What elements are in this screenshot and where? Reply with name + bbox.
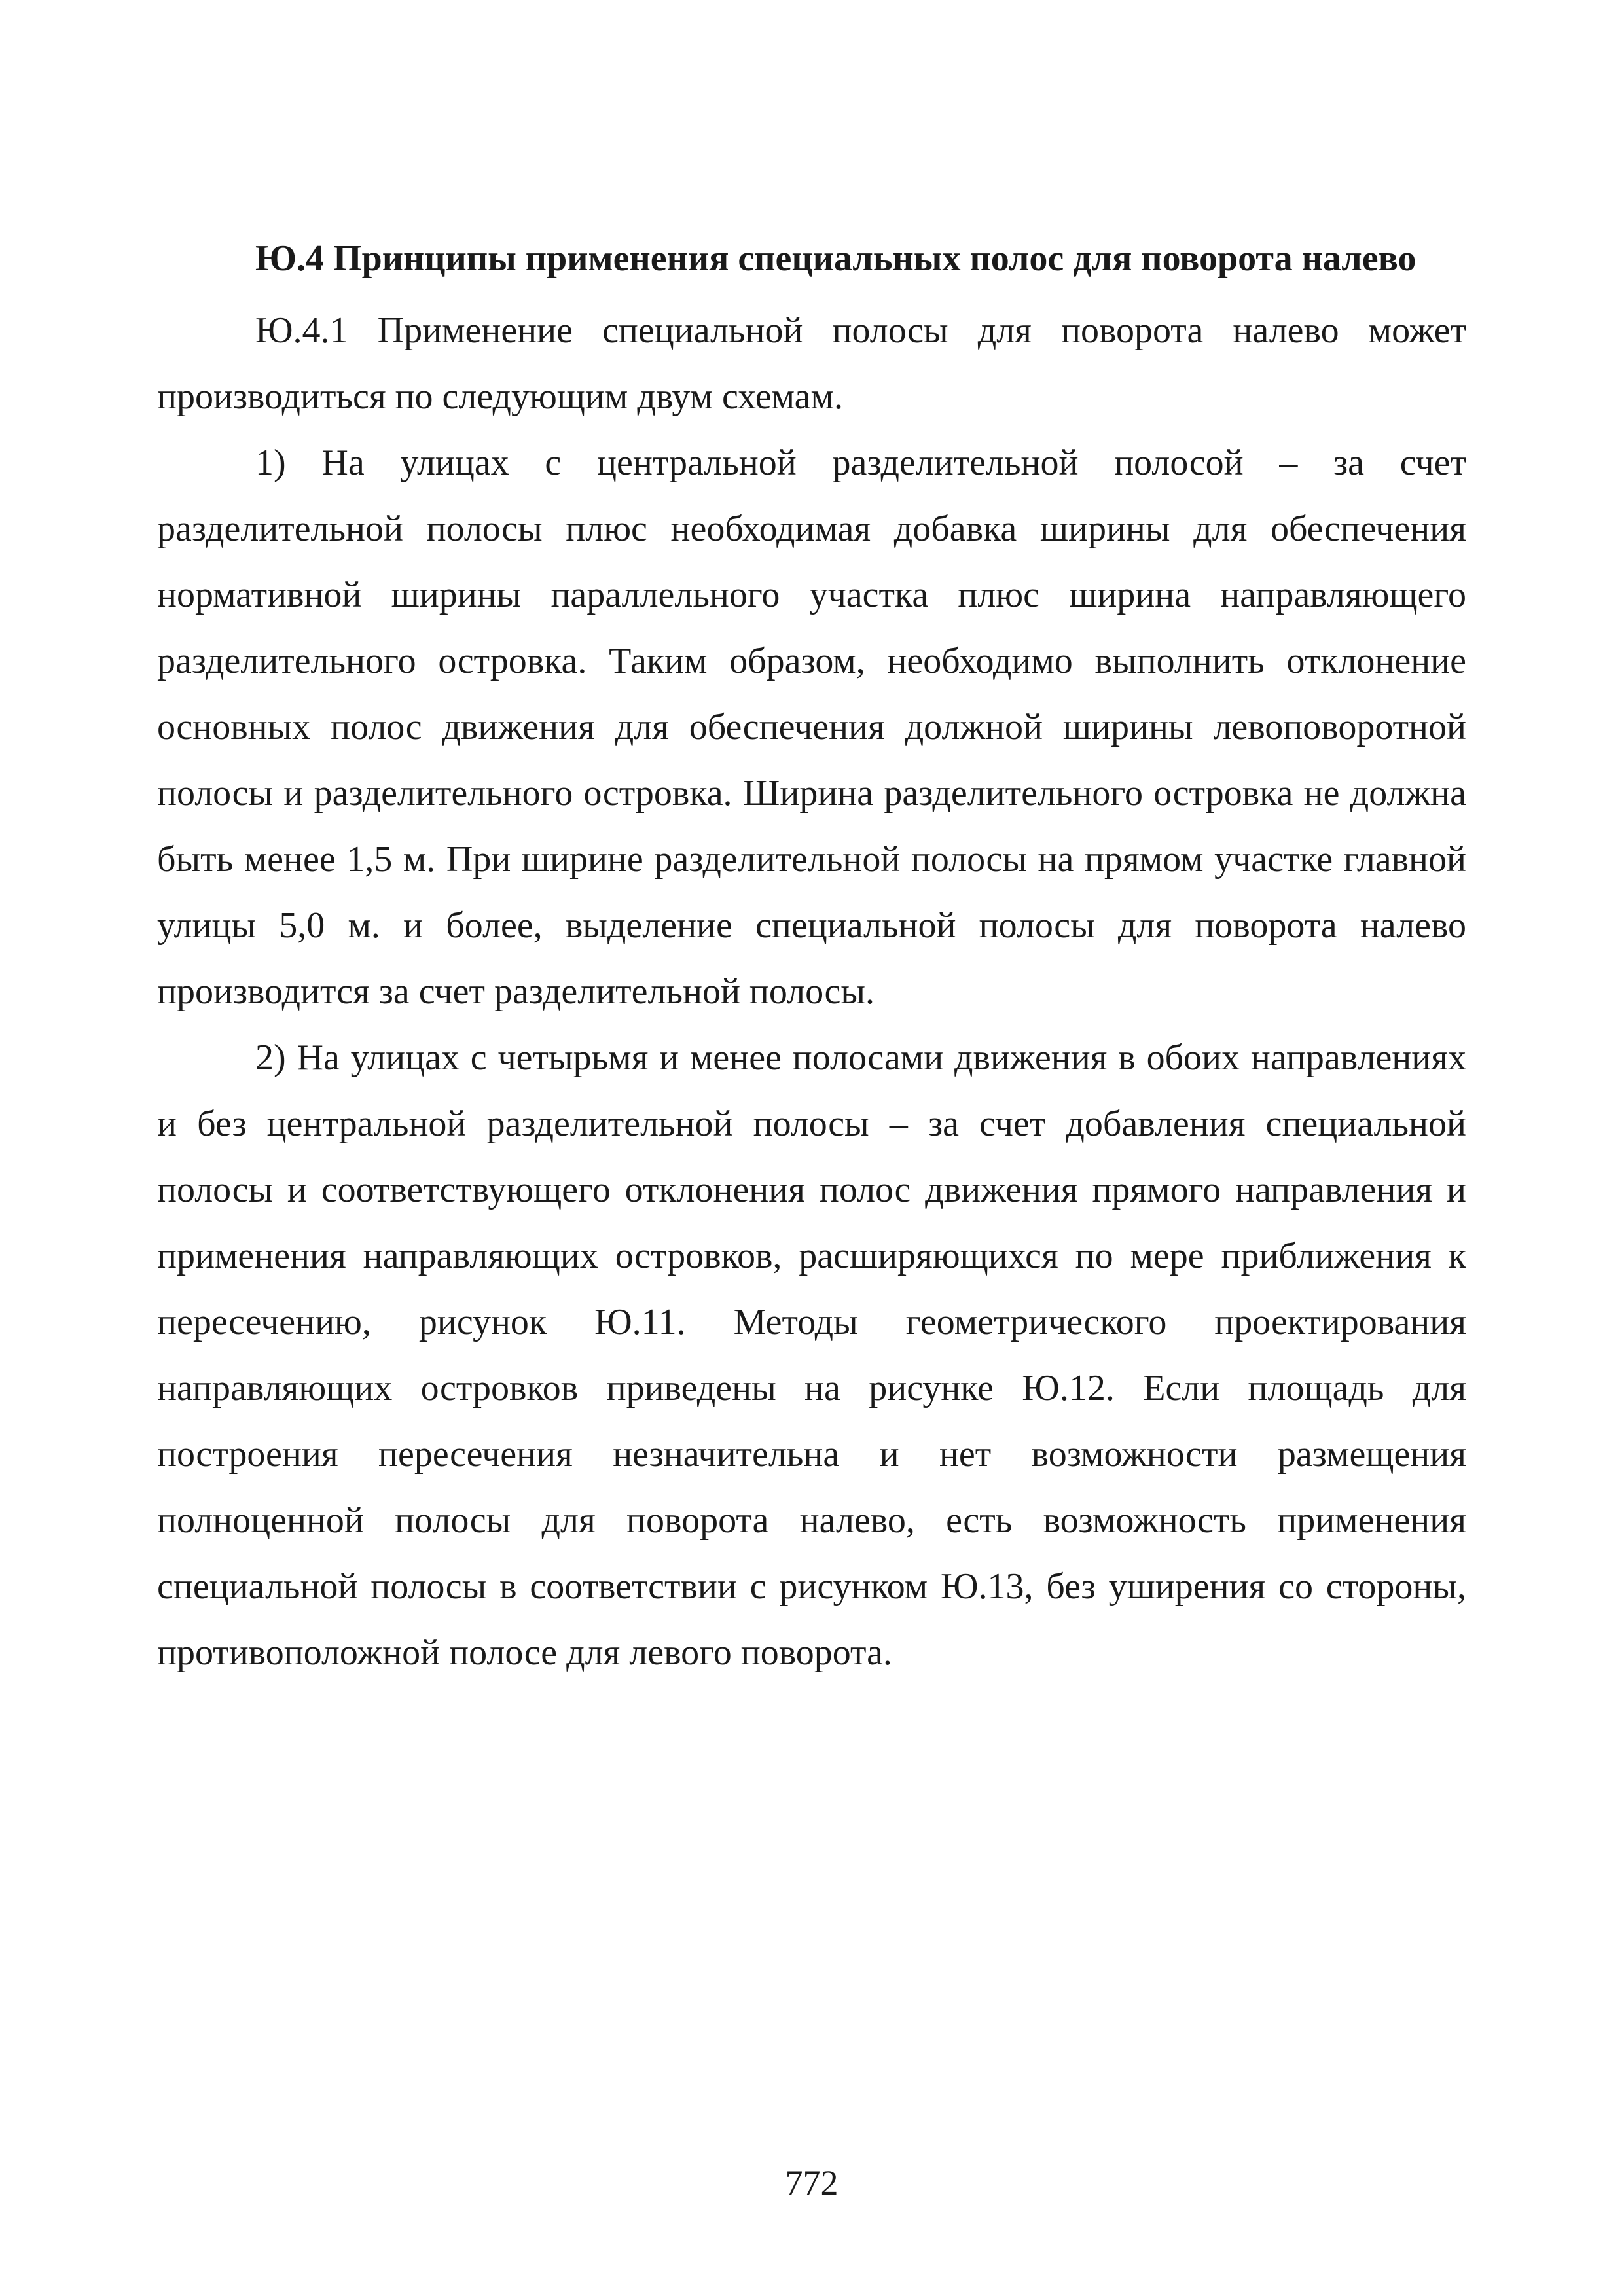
document-page [157,0,1466,2296]
paragraph-scheme-2: 2) На улицах с четырьмя и менее полосами движения в обоих направлениях и без центральной разделительной полосы – за счет добавления специальной полосы и соответствующего отклонения полос движения прямого направления и применения направляющих островков, расширяющихся по мере приближения к пересечению, рисунок Ю.11. Методы геометрического проектирования направляющих островков приведены на рисунке Ю.12. Если площадь для построения пересечения незначительна и нет возможности размещения полноценной полосы для поворота налево, есть возможность применения специальной полосы в соответствии с рисунком Ю.13, без уширения со стороны, противоположной полосе для левого поворота. [157,1037,1466,1673]
paragraph-scheme-1: 1) На улицах с центральной разделительной полосой – за счет разделительной полосы плюс необходимая добавка ширины для обеспечения нормативной ширины параллельного участка плюс ширина направляющего разделительного островка. Таким образом, необходимо выполнить отклонение основных полос движения для обеспечения должной ширины левоповоротной полосы и разделительного островка. Ширина разделительного островка не должна быть менее 1,5 м. При ширине разделительной полосы на прямом участке главной улицы 5,0 м. и более, выделение специальной полосы для поворота налево производится за счет разделительной полосы. [157,442,1466,1012]
page-number: 772 [785,2163,839,2202]
paragraph-intro: Ю.4.1 Применение специальной полосы для поворота налево может производиться по следующим двум схемам. [157,310,1466,417]
section-heading: Ю.4 Принципы применения специальных полос для поворота налево [255,238,1416,279]
body-text [157,298,1466,1686]
